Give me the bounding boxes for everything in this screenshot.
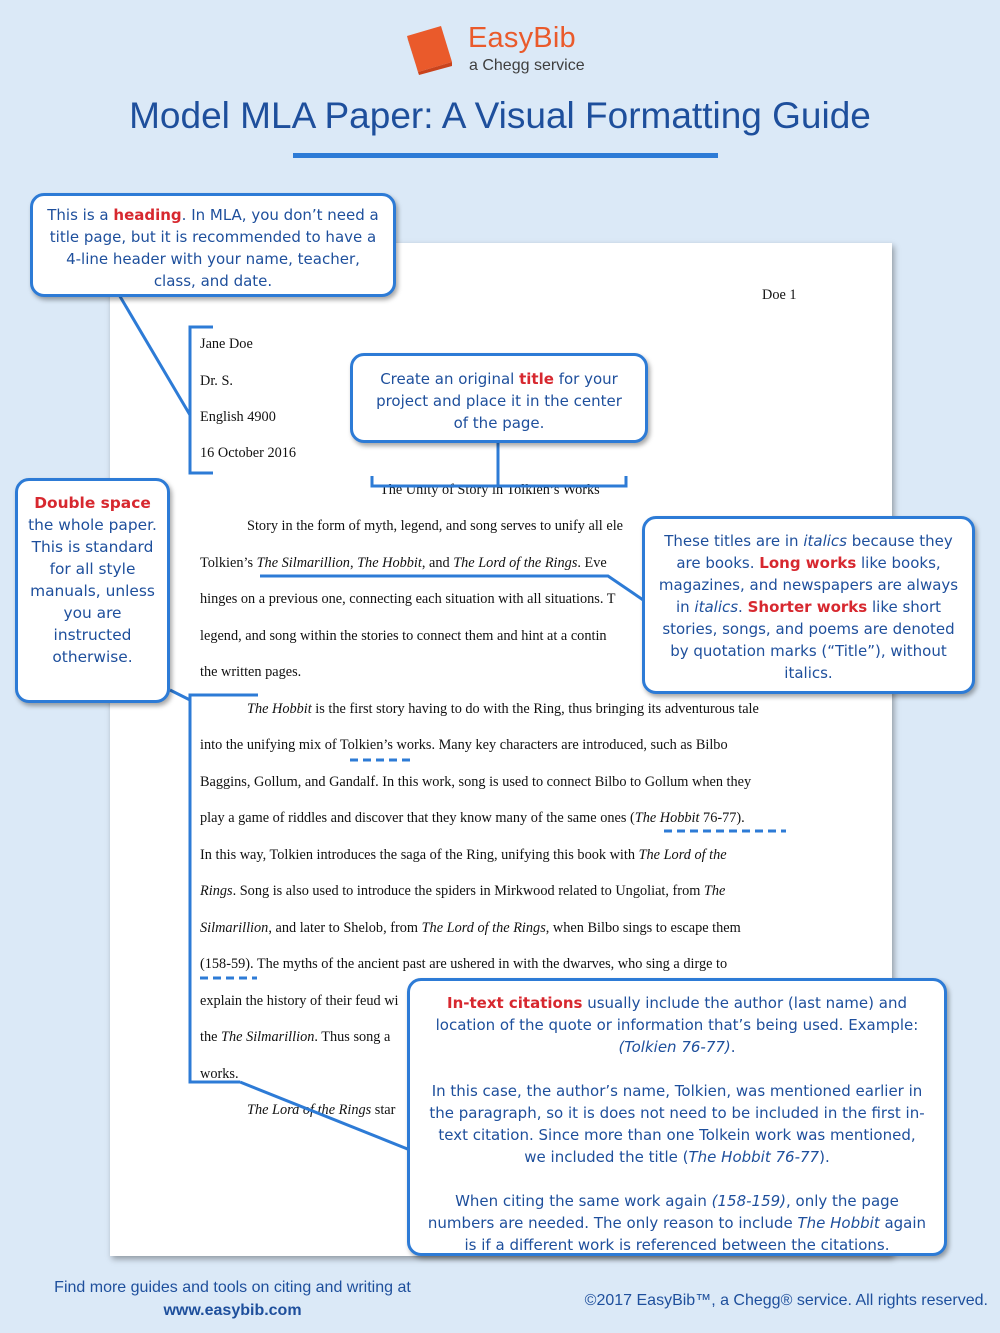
citation-para-3: When citing the same work again (158-159), only the page numbers are needed. The only reason to include The Hobbit again is if a different work is referenced between the citations.: [427, 1192, 927, 1254]
book-icon: [405, 24, 455, 76]
paragraph-line: (158-59). The myths of the ancient past are ushered in with the dwarves, who sing a dirge to: [200, 956, 728, 972]
footer-copyright: ©2017 EasyBib™, a Chegg® service. All rights reserved.: [584, 1292, 988, 1309]
paragraph-line: The Hobbit is the first story having to do with the Ring, thus bringing its adventurous tale: [247, 701, 759, 717]
brand-tagline: a Chegg service: [469, 57, 585, 74]
paragraph-line: In this way, Tolkien introduces the saga of the Ring, unifying this book with The Lord of the: [200, 847, 727, 863]
heading-line-teacher: Dr. S.: [200, 373, 233, 389]
footer-link[interactable]: www.easybib.com: [163, 1302, 302, 1319]
paragraph-line: into the unifying mix of Tolkien’s works. Many key characters are introduced, such as Bilbo: [200, 737, 728, 753]
brand-name: EasyBib: [468, 22, 576, 54]
callout-heading: This is a heading. In MLA, you don’t need a title page, but it is recommended to have a 4-line header with your name, teacher, class, and date.: [30, 193, 396, 297]
paragraph-line: Story in the form of myth, legend, and song serves to unify all ele: [247, 518, 624, 534]
paragraph-line: legend, and song within the stories to connect them and hint at a contin: [200, 628, 607, 644]
footer-guides: [20, 1276, 445, 1322]
heading-line-class: English 4900: [200, 409, 276, 425]
easybib-logo: [405, 22, 605, 82]
paragraph-line: The Lord of the Rings star: [247, 1102, 396, 1118]
page-title: Model MLA Paper: A Visual Formatting Guide: [129, 95, 871, 136]
title-underline: [293, 153, 718, 158]
callout-in-text-citations: [407, 978, 947, 1256]
paragraph-line: play a game of riddles and discover that they know many of the same ones (The Hobbit 76-77).: [200, 810, 745, 826]
paragraph-line: Rings. Song is also used to introduce the spiders in Mirkwood related to Ungoliat, from The: [200, 883, 726, 899]
paragraph-line: Tolkien’s The Silmarillion, The Hobbit, and The Lord of the Rings. Eve: [200, 555, 607, 571]
callout-double-space: Double space the whole paper. This is standard for all style manuals, unless you are instructed otherwise.: [15, 478, 170, 703]
paragraph-line: the written pages.: [200, 664, 302, 680]
paper-title: The Unity of Story in Tolkien’s Works: [380, 482, 600, 498]
citation-para-2: In this case, the author’s name, Tolkien, was mentioned earlier in the paragraph, so it is does not need to be included in the first in-text citation. Since more than one Tolkein work was mentioned, we included the title (The Hobbit 76-77).: [429, 1082, 925, 1166]
page-number-header: Doe 1: [762, 287, 797, 303]
paragraph-line: explain the history of their feud wi: [200, 993, 399, 1009]
callout-title: Create an original title for your project and place it in the center of the page.: [350, 353, 648, 443]
heading-line-name: Jane Doe: [200, 336, 253, 352]
footer-text: Find more guides and tools on citing and writing at: [54, 1279, 411, 1296]
paragraph-line: the The Silmarillion. Thus song a: [200, 1029, 391, 1045]
heading-line-date: 16 October 2016: [200, 445, 297, 461]
paragraph-line: works.: [200, 1066, 239, 1082]
paragraph-line: Silmarillion, and later to Shelob, from The Lord of the Rings, when Bilbo sings to escape them: [200, 920, 741, 936]
callout-italics: These titles are in italics because they are books. Long works like books, magazines, and newspapers are always in italics. Shorter works like short stories, songs, and poems are denoted by quotation marks (“Title”), without italics.: [642, 516, 975, 694]
citation-para-1: In-text citations usually include the author (last name) and location of the quote or information that’s being used. Example: (Tolkien 76-77).: [435, 994, 919, 1056]
paragraph-line: hinges on a previous one, connecting each situation with all situations. T: [200, 591, 616, 607]
paragraph-line: Baggins, Gollum, and Gandalf. In this work, song is used to connect Bilbo to Gollum when they: [200, 774, 752, 790]
